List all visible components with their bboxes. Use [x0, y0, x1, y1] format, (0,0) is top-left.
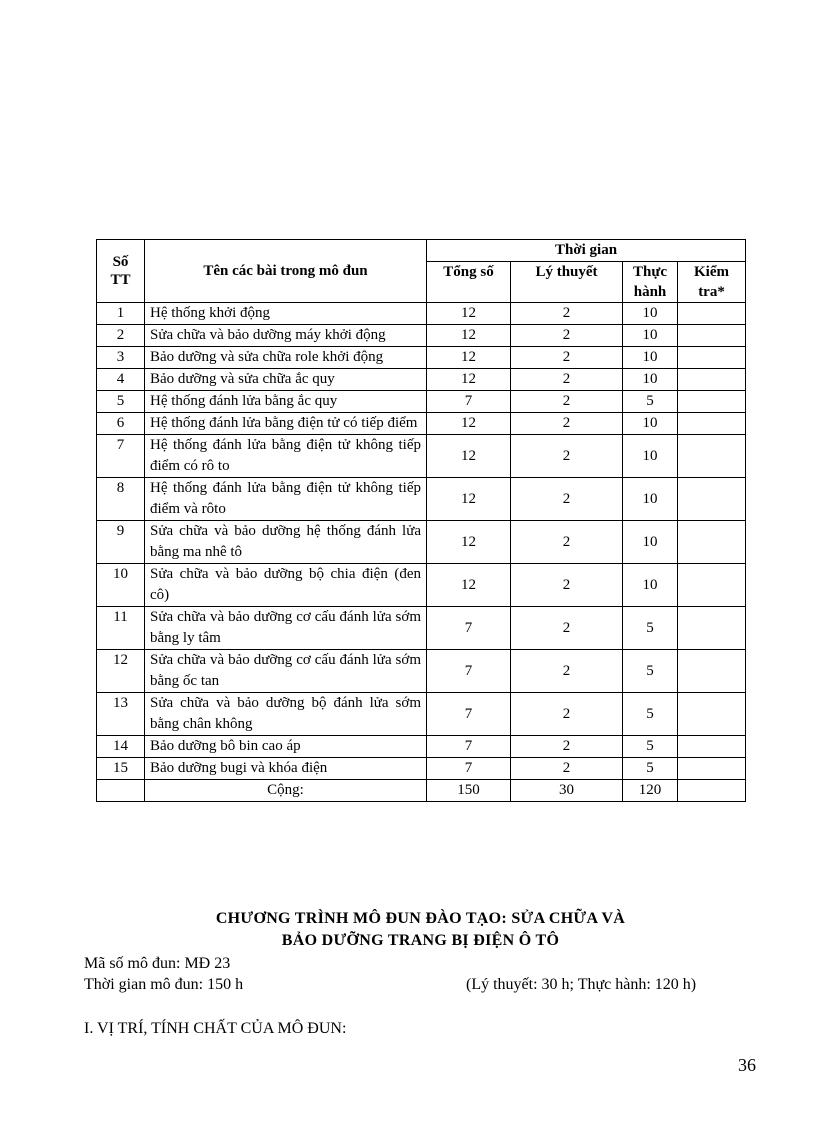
- cell-practice: 10: [623, 435, 678, 478]
- cell-test: [678, 303, 746, 325]
- cell-stt: 10: [97, 564, 145, 607]
- cell-total: 12: [427, 478, 511, 521]
- cell-stt: 14: [97, 736, 145, 758]
- cell-theory: 2: [511, 564, 623, 607]
- cell-stt: 9: [97, 521, 145, 564]
- cell-test: [678, 650, 746, 693]
- table-row: [97, 303, 746, 325]
- program-title-line-1: CHƯƠNG TRÌNH MÔ ĐUN ĐÀO TẠO: SỬA CHỮA VÀ: [215, 910, 626, 927]
- cell-test: [678, 391, 746, 413]
- cell-test: [678, 758, 746, 780]
- cell-total: 12: [427, 413, 511, 435]
- table-row: [97, 413, 746, 435]
- footer-stt: [97, 780, 145, 802]
- header-lesson-name: Tên các bài trong mô đun: [145, 240, 427, 303]
- table-row: [97, 650, 746, 693]
- cell-practice: 5: [623, 758, 678, 780]
- cell-stt: 1: [97, 303, 145, 325]
- cell-name: Sửa chữa và bảo dưỡng máy khởi động: [145, 325, 427, 347]
- cell-total: 7: [427, 758, 511, 780]
- cell-name: Sửa chữa và bảo dưỡng bộ chia điện (đen cô): [145, 564, 427, 607]
- header-row-1: [97, 240, 746, 262]
- cell-practice: 10: [623, 369, 678, 391]
- cell-name: Bảo dưỡng bô bin cao áp: [145, 736, 427, 758]
- cell-total: 12: [427, 564, 511, 607]
- cell-practice: 5: [623, 607, 678, 650]
- cell-total: 12: [427, 369, 511, 391]
- module-code: Mã số mô đun: MĐ 23: [84, 955, 231, 972]
- cell-stt: 8: [97, 478, 145, 521]
- cell-test: [678, 736, 746, 758]
- cell-practice: 10: [623, 478, 678, 521]
- cell-stt: 11: [97, 607, 145, 650]
- page-number: 36: [738, 1055, 756, 1075]
- cell-name: Hệ thống đánh lửa bằng điện tử có tiếp điểm: [145, 413, 427, 435]
- cell-practice: 10: [623, 303, 678, 325]
- cell-practice: 5: [623, 391, 678, 413]
- header-theory: Lý thuyết: [511, 262, 623, 303]
- footer-total: 150: [427, 780, 511, 802]
- table-row: [97, 693, 746, 736]
- cell-practice: 10: [623, 347, 678, 369]
- cell-stt: 15: [97, 758, 145, 780]
- cell-test: [678, 693, 746, 736]
- cell-name: Sửa chữa và bảo dưỡng bộ đánh lửa sớm bằng chân không: [145, 693, 427, 736]
- table-row: [97, 521, 746, 564]
- cell-test: [678, 435, 746, 478]
- lesson-time-table: [96, 239, 746, 802]
- cell-name: Bảo dưỡng và sửa chữa ắc quy: [145, 369, 427, 391]
- cell-theory: 2: [511, 325, 623, 347]
- cell-theory: 2: [511, 303, 623, 325]
- cell-total: 7: [427, 391, 511, 413]
- footer-theory: 30: [511, 780, 623, 802]
- cell-theory: 2: [511, 736, 623, 758]
- cell-practice: 10: [623, 413, 678, 435]
- cell-theory: 2: [511, 347, 623, 369]
- cell-theory: 2: [511, 478, 623, 521]
- cell-stt: 4: [97, 369, 145, 391]
- cell-stt: 6: [97, 413, 145, 435]
- cell-practice: 5: [623, 650, 678, 693]
- table-row: [97, 736, 746, 758]
- table-row: [97, 564, 746, 607]
- cell-test: [678, 478, 746, 521]
- cell-theory: 2: [511, 435, 623, 478]
- cell-theory: 2: [511, 521, 623, 564]
- footer-practice: 120: [623, 780, 678, 802]
- cell-total: 12: [427, 435, 511, 478]
- cell-theory: 2: [511, 758, 623, 780]
- cell-test: [678, 413, 746, 435]
- header-total: Tổng số: [427, 262, 511, 303]
- cell-practice: 5: [623, 693, 678, 736]
- table-row: [97, 607, 746, 650]
- table-row: [97, 347, 746, 369]
- table-row: [97, 391, 746, 413]
- cell-test: [678, 369, 746, 391]
- cell-total: 12: [427, 521, 511, 564]
- header-stt: Số TT: [97, 240, 145, 303]
- cell-stt: 7: [97, 435, 145, 478]
- cell-stt: 3: [97, 347, 145, 369]
- cell-practice: 5: [623, 736, 678, 758]
- cell-theory: 2: [511, 650, 623, 693]
- table-row: [97, 758, 746, 780]
- cell-total: 12: [427, 325, 511, 347]
- cell-theory: 2: [511, 413, 623, 435]
- cell-stt: 5: [97, 391, 145, 413]
- table-body: [97, 303, 746, 780]
- cell-total: 7: [427, 607, 511, 650]
- cell-name: Bảo dưỡng bugi và khóa điện: [145, 758, 427, 780]
- table-row: [97, 478, 746, 521]
- cell-name: Sửa chữa và bảo dưỡng cơ cấu đánh lửa sớm bằng ốc tan: [145, 650, 427, 693]
- cell-name: Bảo dưỡng và sửa chữa role khởi động: [145, 347, 427, 369]
- table-row: [97, 369, 746, 391]
- cell-test: [678, 521, 746, 564]
- header-time-group: Thời gian: [427, 240, 746, 262]
- cell-name: Hệ thống đánh lửa bằng điện tử không tiếp điểm có rô to: [145, 435, 427, 478]
- cell-test: [678, 325, 746, 347]
- cell-test: [678, 607, 746, 650]
- cell-theory: 2: [511, 369, 623, 391]
- program-title-line-2: BẢO DƯỠNG TRANG BỊ ĐIỆN Ô TÔ: [281, 932, 560, 949]
- module-duration: Thời gian mô đun: 150 h: [84, 976, 244, 993]
- cell-total: 7: [427, 650, 511, 693]
- cell-test: [678, 347, 746, 369]
- cell-theory: 2: [511, 607, 623, 650]
- cell-practice: 10: [623, 564, 678, 607]
- table-row: [97, 325, 746, 347]
- cell-test: [678, 564, 746, 607]
- module-duration-detail: (Lý thuyết: 30 h; Thực hành: 120 h): [466, 976, 697, 993]
- header-practice: Thực hành: [623, 262, 678, 303]
- cell-stt: 12: [97, 650, 145, 693]
- footer-test: [678, 780, 746, 802]
- cell-name: Sửa chữa và bảo dưỡng cơ cấu đánh lửa sớm bằng ly tâm: [145, 607, 427, 650]
- table-row: [97, 435, 746, 478]
- cell-name: Hệ thống khởi động: [145, 303, 427, 325]
- cell-theory: 2: [511, 693, 623, 736]
- cell-stt: 2: [97, 325, 145, 347]
- table-footer-row: [97, 780, 746, 802]
- cell-total: 12: [427, 303, 511, 325]
- footer-label: Cộng:: [145, 780, 427, 802]
- section-heading: I. VỊ TRÍ, TÍNH CHẤT CỦA MÔ ĐUN:: [84, 1020, 347, 1037]
- cell-name: Sửa chữa và bảo dưỡng hệ thống đánh lửa bằng ma nhê tô: [145, 521, 427, 564]
- cell-total: 12: [427, 347, 511, 369]
- cell-practice: 10: [623, 521, 678, 564]
- cell-stt: 13: [97, 693, 145, 736]
- header-test: Kiểm tra*: [678, 262, 746, 303]
- cell-total: 7: [427, 693, 511, 736]
- cell-theory: 2: [511, 391, 623, 413]
- cell-total: 7: [427, 736, 511, 758]
- cell-practice: 10: [623, 325, 678, 347]
- cell-name: Hệ thống đánh lửa bằng điện tử không tiếp điểm và rôto: [145, 478, 427, 521]
- cell-name: Hệ thống đánh lửa bằng ắc quy: [145, 391, 427, 413]
